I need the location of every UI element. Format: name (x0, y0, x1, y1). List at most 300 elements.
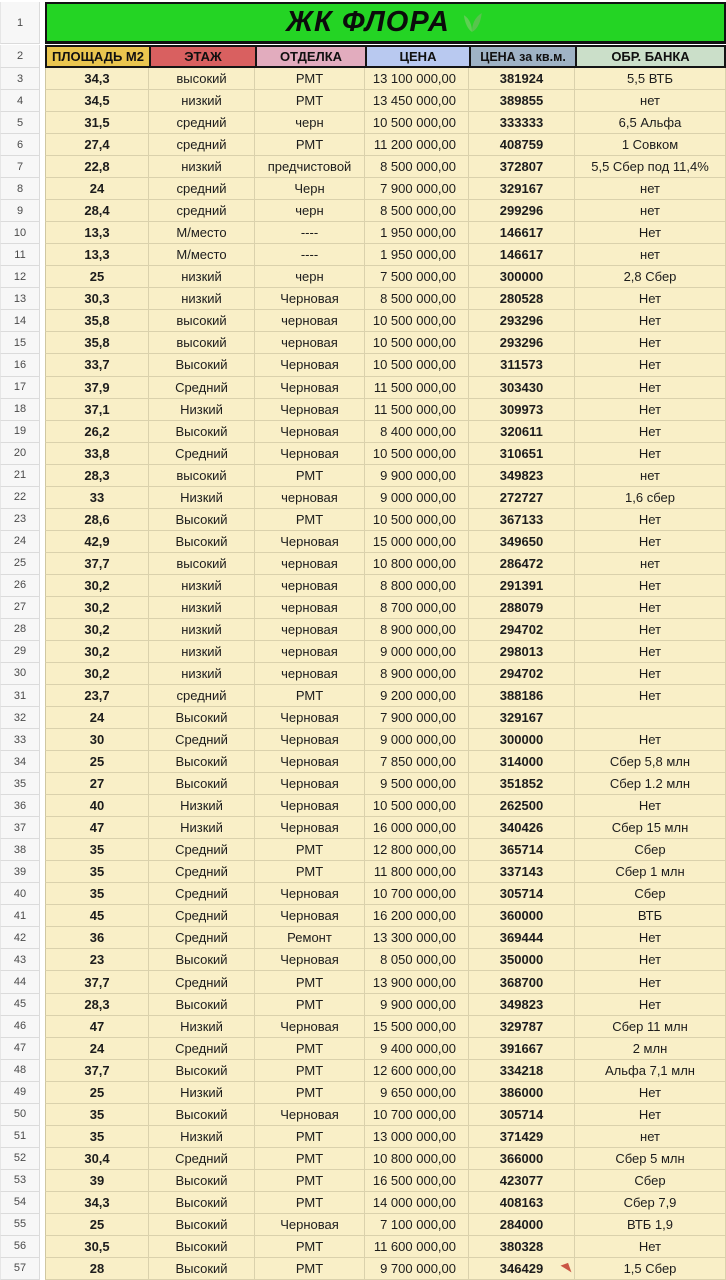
cell-floor[interactable]: Высокий (149, 707, 255, 729)
cell-price-per-m2[interactable]: 329167 (469, 707, 575, 729)
cell-bank[interactable]: Сбер 15 млн (575, 817, 726, 839)
cell-price-per-m2[interactable]: 288079 (469, 597, 575, 619)
cell-area[interactable]: 25 (45, 1214, 149, 1236)
cell-floor[interactable]: Высокий (149, 531, 255, 553)
cell-finish[interactable]: Черновая (255, 949, 365, 971)
cell-finish[interactable]: черновая (255, 310, 365, 332)
cell-finish[interactable]: РМТ (255, 509, 365, 531)
cell-bank[interactable]: нет (575, 1126, 726, 1148)
sheet-title-cell[interactable] (45, 2, 726, 44)
column-header-price-per-m2[interactable]: ЦЕНА за кв.м. (469, 45, 577, 68)
cell-bank[interactable]: 5,5 ВТБ (575, 68, 726, 90)
cell-price[interactable]: 16 500 000,00 (365, 1170, 469, 1192)
cell-bank[interactable]: нет (575, 200, 726, 222)
cell-price-per-m2[interactable]: 408759 (469, 134, 575, 156)
cell-price[interactable]: 9 500 000,00 (365, 773, 469, 795)
row-number[interactable]: 1 (0, 2, 40, 44)
cell-price[interactable]: 1 950 000,00 (365, 222, 469, 244)
cell-bank[interactable]: Нет (575, 641, 726, 663)
cell-area[interactable]: 24 (45, 707, 149, 729)
cell-area[interactable]: 37,1 (45, 399, 149, 421)
cell-price[interactable]: 7 900 000,00 (365, 178, 469, 200)
cell-price[interactable]: 10 500 000,00 (365, 354, 469, 376)
cell-floor[interactable]: Средний (149, 839, 255, 861)
cell-bank[interactable]: 6,5 Альфа (575, 112, 726, 134)
row-number[interactable]: 35 (0, 773, 40, 795)
cell-bank[interactable]: Нет (575, 949, 726, 971)
cell-price-per-m2[interactable]: 299296 (469, 200, 575, 222)
cell-floor[interactable]: Низкий (149, 795, 255, 817)
cell-price-per-m2[interactable]: 291391 (469, 575, 575, 597)
cell-price[interactable]: 9 000 000,00 (365, 641, 469, 663)
cell-price-per-m2[interactable]: 389855 (469, 90, 575, 112)
cell-finish[interactable]: ---- (255, 222, 365, 244)
cell-area[interactable]: 33,7 (45, 354, 149, 376)
row-number[interactable]: 31 (0, 685, 40, 707)
cell-finish[interactable]: РМТ (255, 839, 365, 861)
cell-finish[interactable]: Черновая (255, 905, 365, 927)
cell-bank[interactable]: нет (575, 244, 726, 266)
cell-floor[interactable]: высокий (149, 68, 255, 90)
row-number[interactable]: 23 (0, 509, 40, 531)
cell-bank[interactable]: Нет (575, 443, 726, 465)
cell-bank[interactable]: 2 млн (575, 1038, 726, 1060)
cell-price-per-m2[interactable]: 408163 (469, 1192, 575, 1214)
cell-price-per-m2[interactable]: 310651 (469, 443, 575, 465)
cell-price[interactable]: 7 900 000,00 (365, 707, 469, 729)
cell-bank[interactable]: 1,6 сбер (575, 487, 726, 509)
cell-floor[interactable]: средний (149, 112, 255, 134)
cell-price[interactable]: 11 200 000,00 (365, 134, 469, 156)
cell-price[interactable]: 15 500 000,00 (365, 1016, 469, 1038)
cell-price-per-m2[interactable]: 294702 (469, 619, 575, 641)
cell-area[interactable]: 33 (45, 487, 149, 509)
cell-bank[interactable] (575, 707, 726, 729)
row-number[interactable]: 53 (0, 1170, 40, 1192)
cell-finish[interactable]: РМТ (255, 90, 365, 112)
row-number[interactable]: 22 (0, 487, 40, 509)
row-number[interactable]: 52 (0, 1148, 40, 1170)
cell-area[interactable]: 42,9 (45, 531, 149, 553)
cell-bank[interactable]: Нет (575, 354, 726, 376)
cell-area[interactable]: 26,2 (45, 421, 149, 443)
cell-finish[interactable]: черновая (255, 597, 365, 619)
cell-area[interactable]: 35 (45, 1126, 149, 1148)
row-number[interactable]: 7 (0, 156, 40, 178)
cell-price-per-m2[interactable]: 334218 (469, 1060, 575, 1082)
cell-price[interactable]: 13 300 000,00 (365, 927, 469, 949)
cell-price-per-m2[interactable]: 388186 (469, 685, 575, 707)
row-number[interactable]: 15 (0, 332, 40, 354)
cell-finish[interactable]: РМТ (255, 1192, 365, 1214)
cell-price[interactable]: 10 500 000,00 (365, 310, 469, 332)
cell-finish[interactable]: РМТ (255, 994, 365, 1016)
row-number[interactable]: 14 (0, 310, 40, 332)
cell-bank[interactable]: Нет (575, 1236, 726, 1258)
cell-price-per-m2[interactable]: 350000 (469, 949, 575, 971)
cell-floor[interactable]: высокий (149, 465, 255, 487)
cell-area[interactable]: 30 (45, 729, 149, 751)
row-number[interactable]: 41 (0, 905, 40, 927)
cell-price[interactable]: 1 950 000,00 (365, 244, 469, 266)
cell-floor[interactable]: Высокий (149, 509, 255, 531)
cell-finish[interactable]: РМТ (255, 1148, 365, 1170)
cell-area[interactable]: 35,8 (45, 310, 149, 332)
cell-area[interactable]: 28 (45, 1258, 149, 1280)
cell-floor[interactable]: низкий (149, 90, 255, 112)
cell-price-per-m2[interactable]: 366000 (469, 1148, 575, 1170)
cell-price-per-m2[interactable]: 380328 (469, 1236, 575, 1258)
cell-price-per-m2[interactable]: 386000 (469, 1082, 575, 1104)
cell-finish[interactable]: черновая (255, 553, 365, 575)
row-number[interactable]: 5 (0, 112, 40, 134)
row-number[interactable]: 47 (0, 1038, 40, 1060)
cell-price-per-m2[interactable]: 340426 (469, 817, 575, 839)
cell-finish[interactable]: РМТ (255, 68, 365, 90)
cell-price-per-m2[interactable]: 305714 (469, 1104, 575, 1126)
cell-floor[interactable]: высокий (149, 553, 255, 575)
cell-area[interactable]: 37,7 (45, 553, 149, 575)
cell-floor[interactable]: низкий (149, 575, 255, 597)
cell-finish[interactable]: РМТ (255, 1236, 365, 1258)
cell-area[interactable]: 35 (45, 839, 149, 861)
cell-floor[interactable]: средний (149, 685, 255, 707)
cell-price[interactable]: 8 400 000,00 (365, 421, 469, 443)
cell-finish[interactable]: РМТ (255, 861, 365, 883)
cell-floor[interactable]: Средний (149, 377, 255, 399)
column-header-price[interactable]: ЦЕНА (365, 45, 471, 68)
cell-price-per-m2[interactable]: 371429 (469, 1126, 575, 1148)
row-number[interactable]: 12 (0, 266, 40, 288)
column-header-bank[interactable]: ОБР. БАНКА (575, 45, 726, 68)
cell-price[interactable]: 8 050 000,00 (365, 949, 469, 971)
cell-bank[interactable]: Альфа 7,1 млн (575, 1060, 726, 1082)
cell-bank[interactable]: Сбер 11 млн (575, 1016, 726, 1038)
cell-price[interactable]: 10 500 000,00 (365, 112, 469, 134)
cell-price[interactable]: 10 700 000,00 (365, 1104, 469, 1126)
cell-bank[interactable]: нет (575, 465, 726, 487)
cell-floor[interactable]: низкий (149, 156, 255, 178)
cell-price-per-m2[interactable]: 146617 (469, 222, 575, 244)
cell-bank[interactable]: Нет (575, 531, 726, 553)
cell-floor[interactable]: Высокий (149, 751, 255, 773)
cell-floor[interactable]: низкий (149, 619, 255, 641)
cell-price[interactable]: 13 000 000,00 (365, 1126, 469, 1148)
cell-price-per-m2[interactable]: 314000 (469, 751, 575, 773)
cell-bank[interactable]: Нет (575, 509, 726, 531)
cell-bank[interactable]: Нет (575, 222, 726, 244)
cell-floor[interactable]: Низкий (149, 1016, 255, 1038)
row-number[interactable]: 26 (0, 575, 40, 597)
cell-price-per-m2[interactable]: 329787 (469, 1016, 575, 1038)
cell-price[interactable]: 8 700 000,00 (365, 597, 469, 619)
row-number[interactable]: 9 (0, 200, 40, 222)
cell-floor[interactable]: Высокий (149, 773, 255, 795)
cell-area[interactable]: 35,8 (45, 332, 149, 354)
row-number[interactable]: 51 (0, 1126, 40, 1148)
cell-price[interactable]: 13 900 000,00 (365, 971, 469, 993)
cell-floor[interactable]: высокий (149, 310, 255, 332)
cell-bank[interactable]: Нет (575, 663, 726, 685)
row-number[interactable]: 17 (0, 377, 40, 399)
cell-finish[interactable]: Черновая (255, 443, 365, 465)
cell-price[interactable]: 9 900 000,00 (365, 994, 469, 1016)
cell-floor[interactable]: Высокий (149, 1170, 255, 1192)
cell-floor[interactable]: Средний (149, 861, 255, 883)
cell-bank[interactable]: Сбер (575, 1170, 726, 1192)
cell-floor[interactable]: Низкий (149, 817, 255, 839)
cell-bank[interactable]: Нет (575, 994, 726, 1016)
cell-price[interactable]: 7 850 000,00 (365, 751, 469, 773)
cell-price-per-m2[interactable]: 391667 (469, 1038, 575, 1060)
cell-bank[interactable]: Нет (575, 597, 726, 619)
cell-floor[interactable]: низкий (149, 597, 255, 619)
cell-area[interactable]: 34,3 (45, 1192, 149, 1214)
cell-price-per-m2[interactable]: 262500 (469, 795, 575, 817)
cell-bank[interactable]: Нет (575, 332, 726, 354)
cell-price[interactable]: 10 500 000,00 (365, 795, 469, 817)
cell-price-per-m2[interactable]: 293296 (469, 332, 575, 354)
cell-bank[interactable]: Нет (575, 1104, 726, 1126)
cell-area[interactable]: 28,6 (45, 509, 149, 531)
cell-price[interactable]: 16 200 000,00 (365, 905, 469, 927)
cell-price-per-m2[interactable]: 381924 (469, 68, 575, 90)
row-number[interactable]: 13 (0, 288, 40, 310)
cell-bank[interactable]: 5,5 Сбер под 11,4% (575, 156, 726, 178)
cell-bank[interactable]: Сбер 5 млн (575, 1148, 726, 1170)
cell-floor[interactable]: Высокий (149, 1104, 255, 1126)
cell-price-per-m2[interactable]: 349823 (469, 465, 575, 487)
cell-floor[interactable]: Низкий (149, 399, 255, 421)
cell-price-per-m2[interactable]: 294702 (469, 663, 575, 685)
row-number[interactable]: 8 (0, 178, 40, 200)
cell-finish[interactable]: ---- (255, 244, 365, 266)
cell-price-per-m2[interactable]: 300000 (469, 729, 575, 751)
cell-bank[interactable]: нет (575, 178, 726, 200)
cell-area[interactable]: 27,4 (45, 134, 149, 156)
cell-area[interactable]: 40 (45, 795, 149, 817)
cell-floor[interactable]: Низкий (149, 1126, 255, 1148)
row-number[interactable]: 32 (0, 707, 40, 729)
cell-area[interactable]: 23,7 (45, 685, 149, 707)
cell-price[interactable]: 12 800 000,00 (365, 839, 469, 861)
cell-finish[interactable]: предчистовой (255, 156, 365, 178)
row-number[interactable]: 19 (0, 421, 40, 443)
cell-finish[interactable]: Черн (255, 178, 365, 200)
cell-finish[interactable]: черновая (255, 663, 365, 685)
cell-finish[interactable]: Черновая (255, 1016, 365, 1038)
row-number[interactable]: 55 (0, 1214, 40, 1236)
cell-price-per-m2[interactable]: 360000 (469, 905, 575, 927)
cell-bank[interactable]: Сбер 5,8 млн (575, 751, 726, 773)
cell-floor[interactable]: низкий (149, 288, 255, 310)
cell-floor[interactable]: М/место (149, 222, 255, 244)
cell-floor[interactable]: Высокий (149, 1236, 255, 1258)
cell-finish[interactable]: черновая (255, 487, 365, 509)
cell-price[interactable]: 7 100 000,00 (365, 1214, 469, 1236)
cell-bank[interactable]: Нет (575, 927, 726, 949)
cell-floor[interactable]: Низкий (149, 1082, 255, 1104)
cell-area[interactable]: 30,2 (45, 597, 149, 619)
row-number[interactable]: 44 (0, 971, 40, 993)
row-number[interactable]: 37 (0, 817, 40, 839)
cell-price[interactable]: 7 500 000,00 (365, 266, 469, 288)
cell-price[interactable]: 13 100 000,00 (365, 68, 469, 90)
cell-price[interactable]: 8 900 000,00 (365, 619, 469, 641)
cell-price[interactable]: 9 650 000,00 (365, 1082, 469, 1104)
cell-bank[interactable]: нет (575, 553, 726, 575)
cell-price[interactable]: 14 000 000,00 (365, 1192, 469, 1214)
row-number[interactable]: 2 (0, 45, 40, 68)
cell-floor[interactable]: Средний (149, 905, 255, 927)
cell-price-per-m2[interactable]: 309973 (469, 399, 575, 421)
cell-area[interactable]: 47 (45, 817, 149, 839)
cell-price-per-m2[interactable]: 329167 (469, 178, 575, 200)
cell-bank[interactable]: Нет (575, 729, 726, 751)
cell-price[interactable]: 8 500 000,00 (365, 156, 469, 178)
column-header-floor[interactable]: ЭТАЖ (149, 45, 257, 68)
cell-area[interactable]: 35 (45, 883, 149, 905)
cell-price[interactable]: 8 800 000,00 (365, 575, 469, 597)
cell-finish[interactable]: РМТ (255, 971, 365, 993)
cell-finish[interactable]: Черновая (255, 795, 365, 817)
cell-floor[interactable]: Средний (149, 729, 255, 751)
cell-area[interactable]: 22,8 (45, 156, 149, 178)
cell-price[interactable]: 11 500 000,00 (365, 399, 469, 421)
row-number[interactable]: 25 (0, 553, 40, 575)
cell-price-per-m2[interactable]: 320611 (469, 421, 575, 443)
cell-finish[interactable]: РМТ (255, 685, 365, 707)
cell-price-per-m2[interactable]: 303430 (469, 377, 575, 399)
cell-price-per-m2[interactable]: 272727 (469, 487, 575, 509)
cell-finish[interactable]: РМТ (255, 134, 365, 156)
cell-price[interactable]: 9 400 000,00 (365, 1038, 469, 1060)
cell-price[interactable]: 10 500 000,00 (365, 509, 469, 531)
cell-price[interactable]: 11 800 000,00 (365, 861, 469, 883)
cell-floor[interactable]: Высокий (149, 421, 255, 443)
cell-price[interactable]: 10 800 000,00 (365, 1148, 469, 1170)
cell-floor[interactable]: Высокий (149, 949, 255, 971)
cell-bank[interactable]: ВТБ (575, 905, 726, 927)
cell-area[interactable]: 45 (45, 905, 149, 927)
row-number[interactable]: 45 (0, 994, 40, 1016)
cell-price-per-m2[interactable]: 146617 (469, 244, 575, 266)
cell-finish[interactable]: Черновая (255, 817, 365, 839)
row-number[interactable]: 4 (0, 90, 40, 112)
cell-area[interactable]: 13,3 (45, 244, 149, 266)
cell-price-per-m2[interactable]: 280528 (469, 288, 575, 310)
cell-bank[interactable]: Нет (575, 619, 726, 641)
row-number[interactable]: 28 (0, 619, 40, 641)
row-number[interactable]: 38 (0, 839, 40, 861)
cell-bank[interactable]: Сбер 1.2 млн (575, 773, 726, 795)
cell-finish[interactable]: РМТ (255, 1258, 365, 1280)
cell-floor[interactable]: Высокий (149, 1214, 255, 1236)
cell-price-per-m2[interactable]: 286472 (469, 553, 575, 575)
cell-finish[interactable]: Черновая (255, 354, 365, 376)
cell-finish[interactable]: Черновая (255, 288, 365, 310)
cell-finish[interactable]: Черновая (255, 377, 365, 399)
cell-price[interactable]: 13 450 000,00 (365, 90, 469, 112)
cell-area[interactable]: 30,2 (45, 663, 149, 685)
row-number[interactable]: 30 (0, 663, 40, 685)
cell-area[interactable]: 30,5 (45, 1236, 149, 1258)
cell-finish[interactable]: РМТ (255, 1126, 365, 1148)
cell-price-per-m2[interactable]: 300000 (469, 266, 575, 288)
cell-price-per-m2[interactable]: 367133 (469, 509, 575, 531)
cell-bank[interactable]: Нет (575, 421, 726, 443)
cell-area[interactable]: 24 (45, 1038, 149, 1060)
cell-area[interactable]: 33,8 (45, 443, 149, 465)
cell-price-per-m2[interactable]: 305714 (469, 883, 575, 905)
row-number[interactable]: 43 (0, 949, 40, 971)
row-number[interactable]: 57 (0, 1258, 40, 1280)
row-number[interactable]: 48 (0, 1060, 40, 1082)
cell-finish[interactable]: черн (255, 266, 365, 288)
cell-area[interactable]: 30,2 (45, 575, 149, 597)
cell-floor[interactable]: Высокий (149, 354, 255, 376)
row-number[interactable]: 16 (0, 354, 40, 376)
cell-floor[interactable]: Средний (149, 443, 255, 465)
cell-bank[interactable]: Сбер 1 млн (575, 861, 726, 883)
cell-area[interactable]: 35 (45, 1104, 149, 1126)
row-number[interactable]: 40 (0, 883, 40, 905)
cell-price[interactable]: 8 900 000,00 (365, 663, 469, 685)
cell-area[interactable]: 25 (45, 266, 149, 288)
cell-price-per-m2[interactable]: 298013 (469, 641, 575, 663)
cell-area[interactable]: 37,7 (45, 971, 149, 993)
cell-finish[interactable]: Черновая (255, 883, 365, 905)
cell-price-per-m2[interactable]: 293296 (469, 310, 575, 332)
row-number[interactable]: 20 (0, 443, 40, 465)
cell-price-per-m2[interactable]: 372807 (469, 156, 575, 178)
cell-finish[interactable]: черновая (255, 575, 365, 597)
row-number[interactable]: 54 (0, 1192, 40, 1214)
cell-area[interactable]: 31,5 (45, 112, 149, 134)
row-number[interactable]: 49 (0, 1082, 40, 1104)
cell-price[interactable]: 16 000 000,00 (365, 817, 469, 839)
cell-bank[interactable]: Нет (575, 685, 726, 707)
cell-floor[interactable]: Низкий (149, 487, 255, 509)
cell-floor[interactable]: Высокий (149, 994, 255, 1016)
cell-finish[interactable]: черновая (255, 619, 365, 641)
cell-finish[interactable]: РМТ (255, 1060, 365, 1082)
cell-price-per-m2[interactable]: 365714 (469, 839, 575, 861)
cell-area[interactable]: 30,2 (45, 619, 149, 641)
cell-price-per-m2[interactable]: 349823 (469, 994, 575, 1016)
cell-price-per-m2[interactable]: 423077 (469, 1170, 575, 1192)
cell-finish[interactable]: Черновая (255, 421, 365, 443)
cell-finish[interactable]: Черновая (255, 751, 365, 773)
cell-finish[interactable]: Черновая (255, 531, 365, 553)
cell-area[interactable]: 24 (45, 178, 149, 200)
cell-price-per-m2[interactable]: 351852 (469, 773, 575, 795)
cell-area[interactable]: 28,3 (45, 465, 149, 487)
cell-floor[interactable]: М/место (149, 244, 255, 266)
cell-bank[interactable]: нет (575, 90, 726, 112)
row-number[interactable]: 56 (0, 1236, 40, 1258)
cell-bank[interactable]: Нет (575, 377, 726, 399)
cell-bank[interactable]: Сбер (575, 883, 726, 905)
cell-finish[interactable]: РМТ (255, 1082, 365, 1104)
cell-finish[interactable]: Черновая (255, 399, 365, 421)
cell-floor[interactable]: низкий (149, 266, 255, 288)
cell-area[interactable]: 28,4 (45, 200, 149, 222)
cell-price[interactable]: 8 500 000,00 (365, 200, 469, 222)
cell-bank[interactable]: Нет (575, 575, 726, 597)
cell-price[interactable]: 9 900 000,00 (365, 465, 469, 487)
cell-price[interactable]: 9 000 000,00 (365, 729, 469, 751)
